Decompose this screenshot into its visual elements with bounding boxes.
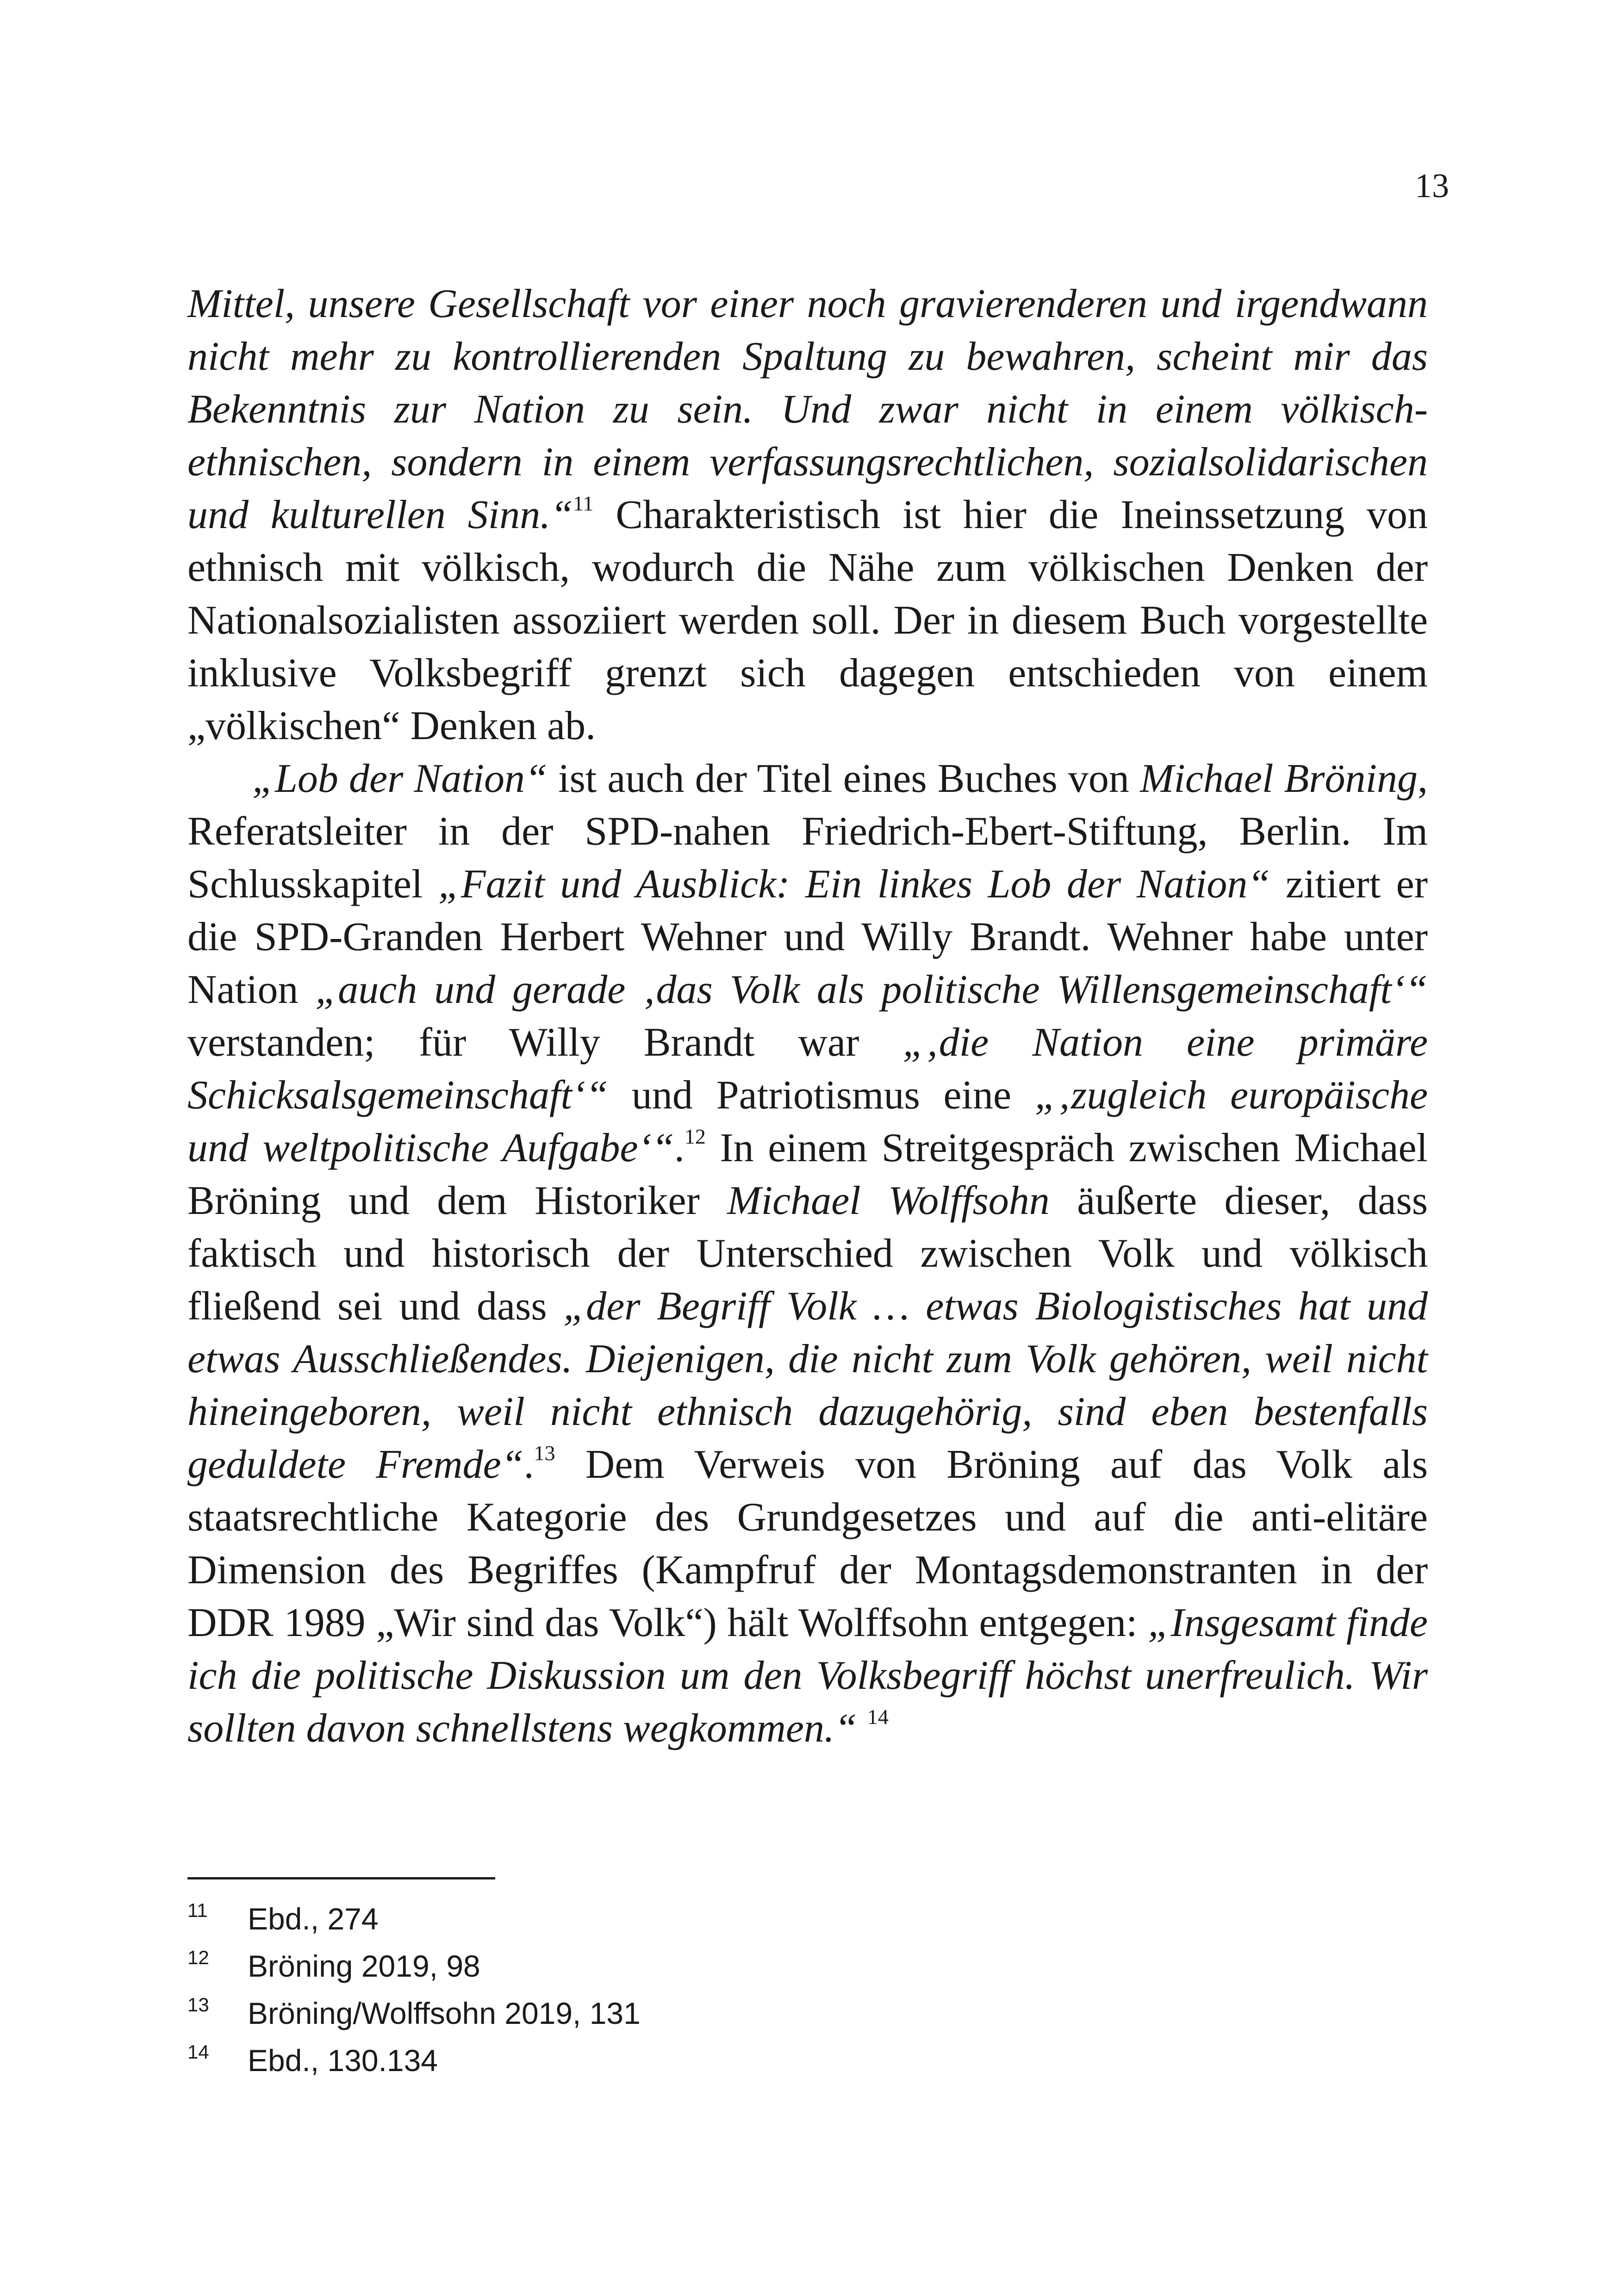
footnote-text: Ebd., 274	[248, 1902, 379, 1936]
footnote	[187, 1895, 641, 1942]
text-run: , Referatsleiter in der SPD-nahen Friedrich-Ebert-Stiftung, Berlin. Im Schlusskapitel	[187, 756, 1428, 907]
footnote-number: 12	[187, 1947, 209, 1968]
footnote-number: 14	[187, 2041, 209, 2063]
footnote-separator	[187, 1877, 495, 1879]
footnote-text: Bröning/Wolffsohn 2019, 131	[248, 1996, 641, 2030]
text-run: zitiert er die SPD-Granden Herbert Wehner und Willy Brandt. Wehner habe unter Nation	[187, 862, 1428, 1012]
footnote-ref[interactable]: 12	[684, 1125, 706, 1148]
footnote	[187, 2037, 641, 2084]
text-run: In einem Streitgespräch zwischen Michael Bröning und dem Historiker	[187, 1126, 1428, 1223]
text-run: und Patriotismus eine	[608, 1073, 1035, 1118]
paragraph	[187, 278, 1428, 753]
footnotes	[187, 1895, 641, 2084]
footnote-ref[interactable]: 14	[867, 1705, 889, 1729]
book-title: „Lob der Nation“	[252, 756, 548, 801]
footnote-number: 13	[187, 1994, 209, 2016]
text-run: ist auch der Titel eines Buches von	[548, 756, 1140, 801]
paragraph	[187, 753, 1428, 1755]
chapter-title: „Fazit und Ausblick: Ein linkes Lob der Nation“	[438, 862, 1270, 907]
text-run: Charakteristisch ist hier die Ineinssetzung von ethnisch mit völkisch, wodurch die Nähe zum völkischen Denken der Nationalsozialisten assoziiert werden soll. Der in diesem Buch vorgestellte inklusive Volksbegriff grenzt sich dagegen entschieden von einem „völkischen“ Denken ab.	[187, 492, 1428, 748]
quote: „auch und gerade ‚das Volk als politische Willensgemeinschaft‘“	[315, 967, 1428, 1012]
quote: „Insgesamt finde ich die politische Diskussion um den Volksbegriff höchst unerfreulich. Wir sollten davon schnellstens wegkommen.“	[187, 1600, 1428, 1751]
footnote-ref[interactable]: 11	[573, 492, 594, 515]
body-text	[187, 278, 1428, 1755]
quote: „‚zugleich europäische und weltpolitische Aufgabe‘“	[187, 1073, 1428, 1170]
person-name: Michael Wolffsohn	[727, 1178, 1050, 1223]
footnote	[187, 1942, 641, 1990]
text-run: Dem Verweis von Bröning auf das Volk als staatsrechtliche Kategorie des Grundgesetzes und auf die anti-elitäre Dimension des Begriffes (Kampfruf der Montagsdemonstranten in der DDR 1989 „Wir sind das Volk“) hält Wolffsohn entgegen:	[187, 1442, 1428, 1645]
footnote-text: Bröning 2019, 98	[248, 1949, 480, 1983]
footnote-text: Ebd., 130.134	[248, 2043, 438, 2078]
person-name: Michael Bröning	[1140, 756, 1418, 801]
footnote-number: 11	[187, 1899, 208, 1921]
footnote	[187, 1990, 641, 2037]
text-run: .	[674, 1126, 685, 1170]
text-run: äußerte dieser, dass faktisch und historisch der Unterschied zwischen Volk und völkisch fließend sei und dass	[187, 1178, 1428, 1329]
text-run: .	[523, 1442, 534, 1487]
quote: „‚die Nation eine primäre Schicksalsgemeinschaft‘“	[187, 1020, 1428, 1118]
page-number: 13	[1415, 167, 1449, 205]
text-run: verstanden; für Willy Brandt war	[187, 1020, 903, 1065]
quote: „der Begriff Volk … etwas Biologistisches hat und etwas Ausschließendes. Diejenigen, die nicht zum Volk gehören, weil nicht hineingeboren, weil nicht ethnisch dazugehörig, sind eben bestenfalls geduldete Fremde“	[187, 1284, 1428, 1487]
quote: Mittel, unsere Gesellschaft vor einer noch gravierenderen und irgendwann nicht mehr zu kontrollierenden Spaltung zu bewahren, scheint mir das Bekenntnis zur Nation zu sein. Und zwar nicht in einem völkisch-ethnischen, sondern in einem verfassungsrechtlichen, sozialsolidarischen und kulturellen Sinn.“	[187, 281, 1428, 537]
footnote-ref[interactable]: 13	[534, 1441, 555, 1465]
